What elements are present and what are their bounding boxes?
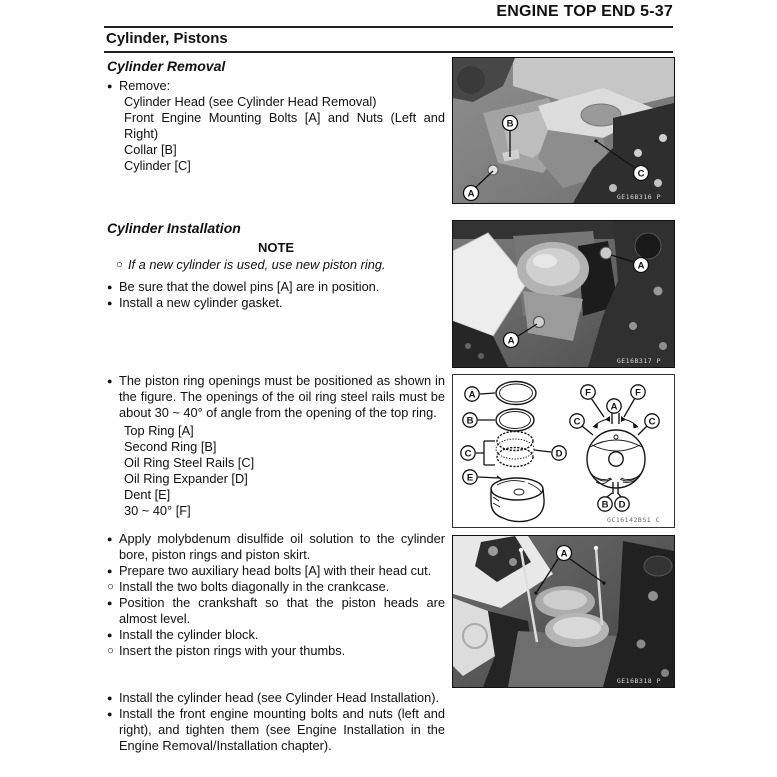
diagram-label-d — [552, 446, 566, 460]
install-step — [107, 279, 445, 295]
bullet-marker: ● — [107, 376, 113, 386]
step-text: Insert the piston rings with your thumbs. — [119, 643, 346, 658]
ring-item: Second Ring [B] — [124, 439, 217, 454]
photo-code: GE16B317 P — [616, 357, 661, 365]
circle-marker: ○ — [116, 259, 123, 271]
bullet-marker: ● — [107, 598, 113, 608]
assembly-step — [107, 627, 445, 643]
svg-text:D: D — [618, 499, 626, 511]
circle-marker: ○ — [107, 581, 114, 593]
install-step — [107, 295, 445, 311]
svg-text:C: C — [464, 448, 472, 460]
removal-item: Cylinder Head (see Cylinder Head Removal) — [124, 94, 377, 109]
bullet-marker: ● — [107, 282, 113, 292]
closing-step — [107, 706, 445, 754]
ring-item: Oil Ring Steel Rails [C] — [124, 455, 255, 470]
diagram-label-d-bottom — [615, 497, 629, 511]
svg-text:F: F — [585, 387, 591, 399]
svg-text:C: C — [573, 416, 581, 428]
part-label-a — [464, 186, 479, 201]
svg-text:A: A — [467, 188, 475, 200]
removal-item: Front Engine Mounting Bolts [A] and Nuts (Left and Right) — [124, 110, 445, 141]
step-text: Apply molybdenum disulfide oil solution to the cylinder bore, piston rings and piston skirt. — [119, 531, 445, 562]
assembly-step — [107, 563, 445, 579]
cylinder-installation-section — [107, 220, 445, 311]
section-title: Cylinder, Pistons — [106, 30, 228, 47]
ring-item: Dent [E] — [124, 487, 171, 502]
bullet-marker: ● — [107, 630, 113, 640]
step-text: Be sure that the dowel pins [A] are in position. — [119, 279, 380, 294]
figure-cylinder-removal-photo — [452, 57, 675, 204]
diagram-label-c — [645, 414, 659, 428]
svg-text:A: A — [610, 401, 618, 413]
diagram-label-b-bottom — [598, 497, 612, 511]
assembly-step — [107, 595, 445, 627]
divider-section — [104, 51, 673, 53]
diagram-label-c — [461, 446, 475, 460]
part-label-a — [634, 258, 649, 273]
bullet-marker: ● — [107, 566, 113, 576]
cylinder-removal-section — [107, 58, 445, 174]
note-title: NOTE — [257, 240, 295, 255]
step-text: Position the crankshaft so that the piston heads are almost level. — [119, 595, 445, 626]
part-label-b — [503, 116, 518, 131]
note-text: If a new cylinder is used, use new piston ring. — [128, 257, 386, 272]
svg-text:A: A — [507, 335, 515, 347]
heading-cylinder-removal: Cylinder Removal — [107, 58, 226, 74]
closing-step — [107, 690, 445, 706]
bullet-marker: ● — [107, 298, 113, 308]
divider-top — [104, 26, 673, 28]
svg-text:E: E — [466, 472, 474, 484]
svg-text:B: B — [601, 499, 609, 511]
circle-marker: ○ — [107, 645, 114, 657]
assembly-substep — [107, 579, 445, 595]
note-text-line — [116, 257, 445, 273]
part-label-a — [557, 546, 572, 561]
paragraph-text: The piston ring openings must be positioned as shown in the figure. The openings of the oil ring steel rails must be about 30 ~ 40° of angle from the opening of the top ring. — [119, 373, 445, 420]
step-text: Install a new cylinder gasket. — [119, 295, 283, 310]
engine-photo-illustration — [453, 58, 674, 203]
heading-cylinder-installation: Cylinder Installation — [107, 220, 241, 236]
figure-dowel-pins-photo — [452, 220, 675, 368]
step-text: Install the front engine mounting bolts and nuts (left and right), and tighten them (see Engine Installation in the Engine Removal/Installation chapter). — [119, 706, 445, 753]
svg-text:C: C — [637, 168, 645, 180]
diagram-label-b — [463, 413, 477, 427]
engine-photo-illustration — [453, 221, 674, 367]
step-text: Install the cylinder block. — [119, 627, 259, 642]
svg-text:A: A — [560, 548, 568, 560]
svg-text:C: C — [648, 416, 656, 428]
bullet-marker: ● — [107, 534, 113, 544]
ring-item: 30 ~ 40° [F] — [124, 503, 191, 518]
engine-photo-illustration — [453, 536, 674, 687]
photo-code: GE16B316 P — [616, 193, 661, 201]
ring-item: Oil Ring Expander [D] — [124, 471, 248, 486]
diagram-label-c — [570, 414, 584, 428]
closing-section — [107, 690, 445, 754]
svg-text:F: F — [635, 387, 641, 399]
step-text: Install the two bolts diagonally in the crankcase. — [119, 579, 390, 594]
step-text: Prepare two auxiliary head bolts [A] with their head cut. — [119, 563, 432, 578]
diagram-label-f — [631, 385, 645, 399]
ring-diagram — [453, 375, 674, 527]
figure-auxiliary-bolts-photo — [452, 535, 675, 688]
figure-piston-ring-diagram — [452, 374, 675, 528]
svg-text:A: A — [468, 389, 476, 401]
svg-text:B: B — [466, 415, 474, 427]
diagram-code: GC16142BS1 C — [607, 516, 660, 524]
step-remove — [107, 78, 445, 94]
ring-position-paragraph — [107, 373, 445, 421]
svg-text:B: B — [506, 118, 514, 130]
ring-position-section — [107, 373, 445, 519]
assembly-section — [107, 531, 445, 659]
removal-item: Cylinder [C] — [124, 158, 191, 173]
diagram-label-e — [463, 470, 477, 484]
page-header: ENGINE TOP END 5-37 — [496, 3, 673, 20]
ring-item: Top Ring [A] — [124, 423, 194, 438]
bullet-marker: ● — [107, 693, 113, 703]
photo-code: GE16B318 P — [616, 677, 661, 685]
diagram-label-a — [465, 387, 479, 401]
assembly-step — [107, 531, 445, 563]
bullet-marker: ● — [107, 81, 113, 91]
diagram-label-f — [581, 385, 595, 399]
svg-text:D: D — [555, 448, 563, 460]
step-text: Remove: — [119, 78, 171, 93]
removal-item: Collar [B] — [124, 142, 177, 157]
bullet-marker: ● — [107, 709, 113, 719]
diagram-label-a-top — [607, 399, 621, 413]
svg-text:A: A — [637, 260, 645, 272]
part-label-a — [504, 333, 519, 348]
assembly-substep — [107, 643, 445, 659]
part-label-c — [634, 166, 649, 181]
step-text: Install the cylinder head (see Cylinder Head Installation). — [119, 690, 440, 705]
